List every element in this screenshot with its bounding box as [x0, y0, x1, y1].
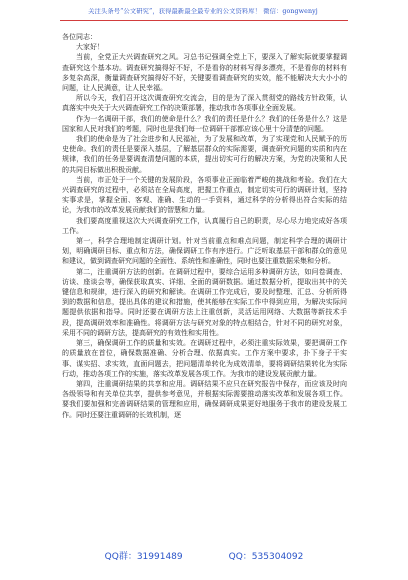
body-paragraph: 作为一名调研干部，我们的使命是什么？我们的责任是什么？我们的任务是什么？这是国家和人民对我们的考题，同时也是我们每一位调研干部都应该心里十分清楚的问题。: [62, 114, 347, 133]
header-divider: [60, 20, 348, 21]
document-body: [62, 32, 347, 544]
body-paragraph: 第一，科学合理地制定调研计划。针对当前重点和难点问题，制定科学合理的调研计划，明确调研目标、重点和方法，确保调研工作有序进行。广泛听取基层干部和群众的意见和建议，做到调查研究问题的全面性、系统性和准确性，同时也要注重数据采集和分析。: [62, 237, 347, 266]
body-paragraph: 我们要高度重视这次大兴调查研究工作，认真履行自己的职责，尽心尽力地完成好各项工作。: [62, 216, 347, 235]
footer-contact: [0, 551, 408, 563]
body-paragraph: 当前，全党正大兴调查研究之风。习总书记强调全党上下，要深入了解实际就要掌握调查研究这个基本功。调查研究搞得好不好，不是看你的材料写得多漂亮，不是看你的材料有多复杂高深，衡量调查研究搞得好不好，关键要看调查研究的实效，能不能解决大大小小的问题，让人民满意，让人民幸福。: [62, 53, 347, 93]
body-paragraph: 第二，注重调研方法的创新。在调研过程中，要综合运用多种调研方法，如问卷调查、访谈、座谈会等，确保获取真实、详细、全面的调研数据。通过数据分析，提取出其中的关键信息和规律，进行深入的研究和解读。在调研工作完成后，要及时整理、汇总、分析所得到的数据和信息，提出具体的建议和措施，使其能够在实际工作中得到应用，为解决实际问题提供依据和指导。同时还要在调研方法上注重创新，灵活运用网络、大数据等新技术手段，提高调研效率和准确性。将调研方法与研究对象的特点相结合，针对不同的研究对象，采用不同的调研方法，提高研究的有效性和实用性。: [62, 267, 347, 337]
body-paragraph: 所以今天，我们召开这次调查研究交流会，目的是为了深入贯彻党的路线方针政策，认真落实中央关于大兴调查研究工作的决策部署，推动我市各项事业全面发展。: [62, 94, 347, 113]
body-paragraph: 当前，市正处于一个关键的发展阶段，各项事业正面临着严峻的挑战和考验。我们在大兴调查研究的过程中，必须站在全局高度，把握工作重点，制定切实可行的调研计划，坚持实事求是，掌握全面、客观、准确、生动的一手资料，通过科学的分析得出符合实际的结论，为我市的改革发展贡献我们的智慧和力量。: [62, 175, 347, 215]
body-paragraph: 第三，确保调研工作的质量和实效。在调研过程中，必须注重实际效果，要把调研工作的质量放在首位，确保数据准确、分析合理、依据真实。工作方案中要求，扑下身子干实事、谋实招、求实效，直面问题去，把问题清单转化为成效清单，要将调研结果转化为实际行动，推动各项工作的实施，落实改革发展各项工作。为我市的建设发展贡献力量。: [62, 339, 347, 378]
footer-qq-group: QQ群：31991489: [104, 552, 183, 562]
body-paragraph: 我们的使命是为了社会进步和人民福祉，为了发展和改革，为了实现党和人民赋予的历史使命。我们的责任是要深入基层，了解基层群众的实际需要，调查研究问题的实质和内在规律，我们的任务是要调查清楚问题的本质，提出切实可行的解决方案，为党的决策和人民的共同目标做出积极贡献。: [62, 135, 347, 174]
greeting: 大家好！: [76, 43, 104, 52]
salutation: 各位同志：: [62, 33, 97, 41]
header-banner: 关注头条号“公文研究”，获得最新最全最专业的公文资料库！ 微信：gongwenyj: [88, 8, 318, 15]
footer-qq-number: QQ：535304092: [228, 552, 304, 562]
body-paragraph: 第四，注重调研结果的共享和应用。调研结果不应只在研究报告中保存，而应该及时向各级领导和有关单位共享，提供参考意见，并根据实际需要推动落实改革和发展各项工作。要我们要加强和完善调研结果的管理和应用，确保调研成果更好地服务于我市的建设发展工作。同时还要注重调研的长效机制，逐: [62, 379, 347, 419]
